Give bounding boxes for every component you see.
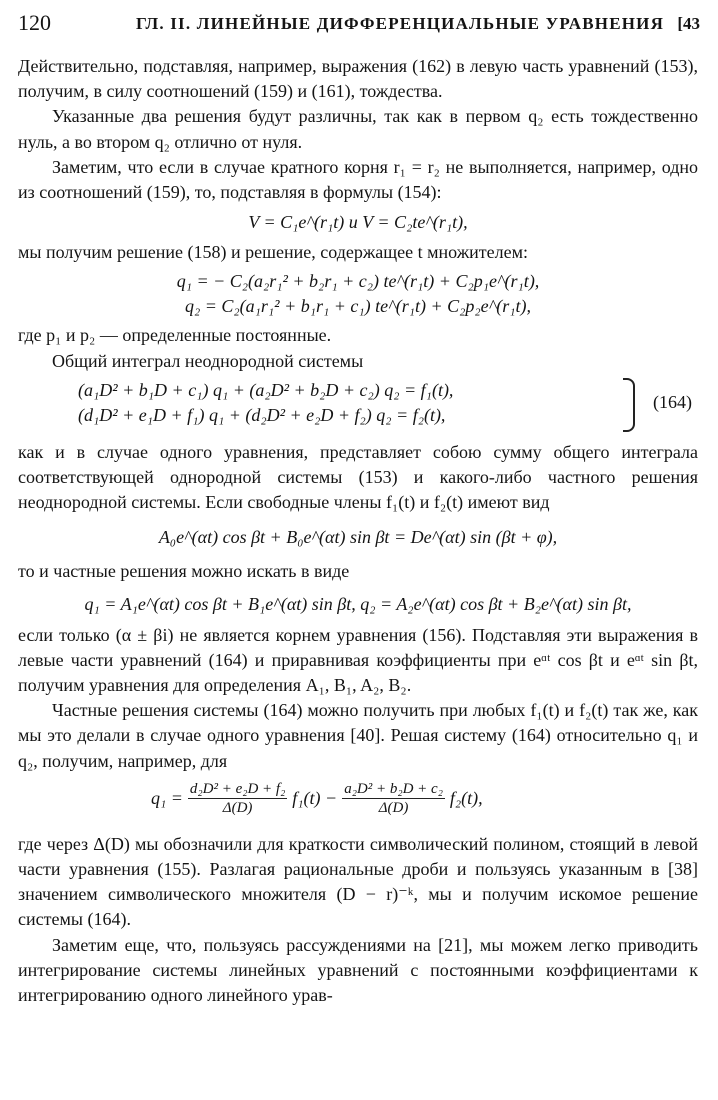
paragraph-8: то и частные решения можно искать в виде xyxy=(18,561,350,582)
paragraph-12: Заметим еще, что, пользуясь рассуждениями на [21], мы можем легко приводить интегрирование системы линейных уравнений с постоянными коэффициентами к интегрированию одного линейного урав- xyxy=(18,934,698,1006)
fraction-1-denominator: Δ(D) xyxy=(222,799,253,816)
fraction-lhs: q₁ = xyxy=(151,787,183,808)
paragraph-9: если только (α ± βi) не является корнем уравнения (156). Подставляя эти выражения в левые части уравнений (164) и приравнивая коэффициенты при eᵅᵗ cos βt и eᵅᵗ sin βt, получим уравнения для определения A₁, B₁, A₂, B₂. xyxy=(18,624,698,696)
paragraph-2: Указанные два решения будут различны, так как в первом q₂ есть тождественно нуль, а во втором q₂ отлично от нуля. xyxy=(18,106,698,152)
fraction-row xyxy=(148,780,486,817)
paragraph-11: где через Δ(D) мы обозначили для краткости символический полином, стоящий в левой части уравнения (155). Разлагая рациональные дроби и пользуясь указанным в [38] значением символического множителя (D − r)⁻ᵏ, мы и получим искомое решение системы (164). xyxy=(18,833,698,930)
system-line-1: (a₁D² + b₁D + c₁) q₁ + (a₂D² + b₂D + c₂) q₂ = f₁(t), xyxy=(78,379,454,400)
paragraph-7: как и в случае одного уравнения, представляет собою сумму общего интеграла соответствующей однородной системы (153) и какого-либо частного решения неоднородной системы. Если свободные члены f₁(t) и f₂(t) имеют вид xyxy=(18,441,698,513)
paragraph-5: где p₁ и p₂ — определенные постоянные. xyxy=(18,325,332,346)
section-reference: [43 xyxy=(677,14,700,33)
paragraph-6: Общий интеграл неоднородной системы xyxy=(52,350,364,371)
fraction-end: f₂(t), xyxy=(449,787,483,808)
fraction-2-numerator: a₂D² + b₂D + c₂ xyxy=(344,780,443,797)
paragraph-1: Действительно, подставляя, например, выражения (162) в левую часть уравнений (153), получим, в силу соотношений (159) и (161), тождества. xyxy=(18,56,698,102)
fraction-1 xyxy=(188,780,287,817)
page-number: 120 xyxy=(18,10,51,35)
equation-tag: (164) xyxy=(653,391,692,412)
equation-particular-solutions: q₁ = A₁e^(αt) cos βt + B₁e^(αt) sin βt, q₂ = A₂e^(αt) cos βt + B₂e^(αt) sin βt, xyxy=(84,593,632,614)
paragraph-10: Частные решения системы (164) можно получить при любых f₁(t) и f₂(t) так же, как мы это делали в случае одного уравнения [40]. Решая систему (164) относительно q₁ и q₂, получим, например, для xyxy=(18,700,698,771)
equation-system-164 xyxy=(18,374,698,440)
fraction-2-denominator: Δ(D) xyxy=(378,799,409,816)
chapter-title: ГЛ. II. ЛИНЕЙНЫЕ ДИФФЕРЕНЦИАЛЬНЫЕ УРАВНЕНИЯ xyxy=(136,14,665,33)
equation-q1: q₁ = − C₂(a₂r₁² + b₂r₁ + c₂) te^(r₁t) + C₂p₁e^(r₁t), xyxy=(176,271,540,292)
system-line-2: (d₁D² + e₁D + f₁) q₁ + (d₂D² + e₂D + f₂) q₂ = f₂(t), xyxy=(78,404,446,425)
equation-free-terms: A₀e^(αt) cos βt + B₀e^(αt) sin βt = De^(αt) sin (βt + φ), xyxy=(158,527,558,548)
page-body xyxy=(18,54,698,1008)
page-header xyxy=(18,10,700,40)
fraction-2 xyxy=(342,780,445,817)
equation-q2: q₂ = C₂(a₁r₁² + b₁r₁ + c₁) te^(r₁t) + C₂p₂e^(r₁t), xyxy=(185,296,531,317)
fraction-1-numerator: d₂D² + e₂D + f₂ xyxy=(189,780,286,797)
system-lines xyxy=(78,378,638,428)
equation-q1-fraction xyxy=(18,774,698,832)
equation-q-solutions xyxy=(18,265,698,323)
paragraph-3: Заметим, что если в случае кратного корня r₁ = r₂ не выполняется, например, одно из соотношений (159), то, подставляя в формулы (154): xyxy=(18,156,698,203)
right-brace xyxy=(623,378,635,432)
equation-v-forms: V = C₁e^(r₁t) и V = C₂te^(r₁t), xyxy=(248,212,468,233)
paragraph-4: мы получим решение (158) и решение, содержащее t множителем: xyxy=(18,242,528,263)
fraction-middle: f₁(t) − xyxy=(292,787,338,808)
